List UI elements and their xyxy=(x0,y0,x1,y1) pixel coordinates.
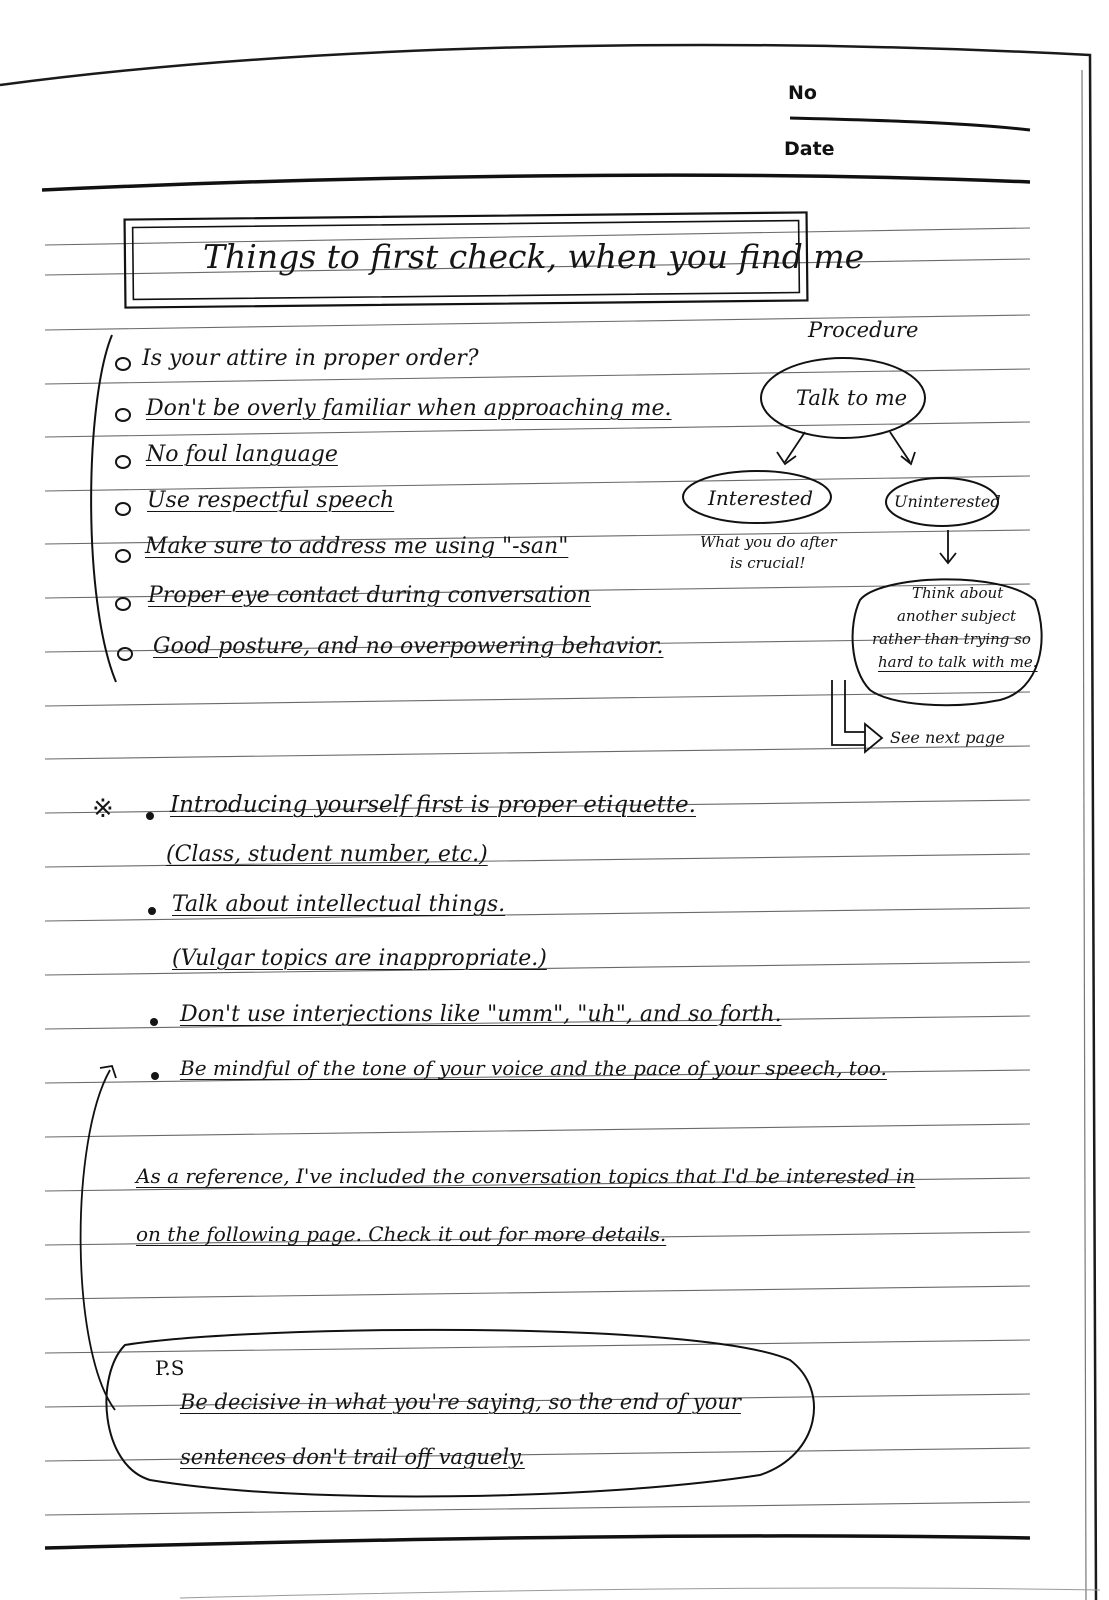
arrow-to-interested xyxy=(777,432,805,464)
see-next-page-text: See next page xyxy=(890,728,1005,747)
no-label: No xyxy=(788,82,817,104)
uninterested-text: Uninterested xyxy=(894,492,1001,511)
think-note-line: Think about xyxy=(912,584,1004,602)
check-circle xyxy=(117,647,133,661)
top-rule xyxy=(42,175,1030,190)
interested-text: Interested xyxy=(708,486,813,510)
etiquette-item: Introducing yourself first is proper etiquette. xyxy=(170,792,696,818)
reference-mark: ※ xyxy=(92,794,114,824)
check-circle xyxy=(115,455,131,469)
no-line xyxy=(790,118,1030,130)
date-label: Date xyxy=(784,138,835,160)
check-circle xyxy=(115,502,131,516)
talk-to-me-text: Talk to me xyxy=(796,386,908,410)
etiquette-item: Talk about intellectual things. xyxy=(172,892,506,917)
ps-label: P.S xyxy=(155,1356,185,1380)
bullet xyxy=(151,1072,159,1080)
bottom-rule xyxy=(45,1536,1030,1548)
etiquette-item: Don't use interjections like "umm", "uh", and so forth. xyxy=(180,1002,782,1027)
check-circle xyxy=(115,549,131,563)
interested-note-1: What you do after xyxy=(700,533,837,551)
reference-line-2: on the following page. Check it out for more details. xyxy=(136,1222,667,1246)
checklist-item: Make sure to address me using "-san" xyxy=(145,534,569,559)
page-title: Things to first check, when you find me xyxy=(203,237,865,276)
checklist-item: Good posture, and no overpowering behavior. xyxy=(153,634,664,659)
etiquette-item: Be mindful of the tone of your voice and the pace of your speech, too. xyxy=(180,1056,887,1080)
bottom-edge xyxy=(180,1588,1100,1598)
checklist-item: Is your attire in proper order? xyxy=(142,346,479,371)
reference-line-1: As a reference, I've included the conversation topics that I'd be interested in xyxy=(136,1164,916,1188)
see-next-arrow xyxy=(832,680,882,752)
etiquette-subitem: (Class, student number, etc.) xyxy=(166,842,488,867)
think-note-line: another subject xyxy=(897,607,1017,625)
etiquette-subitem: (Vulgar topics are inappropriate.) xyxy=(172,946,547,971)
check-circle xyxy=(115,408,131,422)
think-note-line: hard to talk with me. xyxy=(878,653,1038,671)
ruled-lines xyxy=(45,228,1030,1515)
bullet xyxy=(148,907,156,915)
think-note-line: rather than trying so xyxy=(872,630,1031,648)
checklist-bracket xyxy=(91,335,116,682)
interested-note-2: is crucial! xyxy=(730,554,806,572)
bullet xyxy=(150,1018,158,1026)
arrow-down-uninterested xyxy=(940,530,956,563)
ps-arrow xyxy=(81,1066,116,1410)
checklist-item: Proper eye contact during conversation xyxy=(148,583,591,608)
check-circle xyxy=(115,597,131,611)
checklist-item: Don't be overly familiar when approaching me. xyxy=(146,396,672,421)
checklist-item: No foul language xyxy=(146,442,338,467)
bullet xyxy=(146,812,154,820)
ps-line-1: Be decisive in what you're saying, so the end of your xyxy=(180,1390,741,1414)
arrow-to-uninterested xyxy=(890,432,915,464)
page-spine xyxy=(1082,70,1086,1600)
check-circle xyxy=(115,357,131,371)
procedure-label: Procedure xyxy=(808,318,919,342)
checklist-item: Use respectful speech xyxy=(147,488,395,513)
ps-line-2: sentences don't trail off vaguely. xyxy=(180,1445,525,1469)
